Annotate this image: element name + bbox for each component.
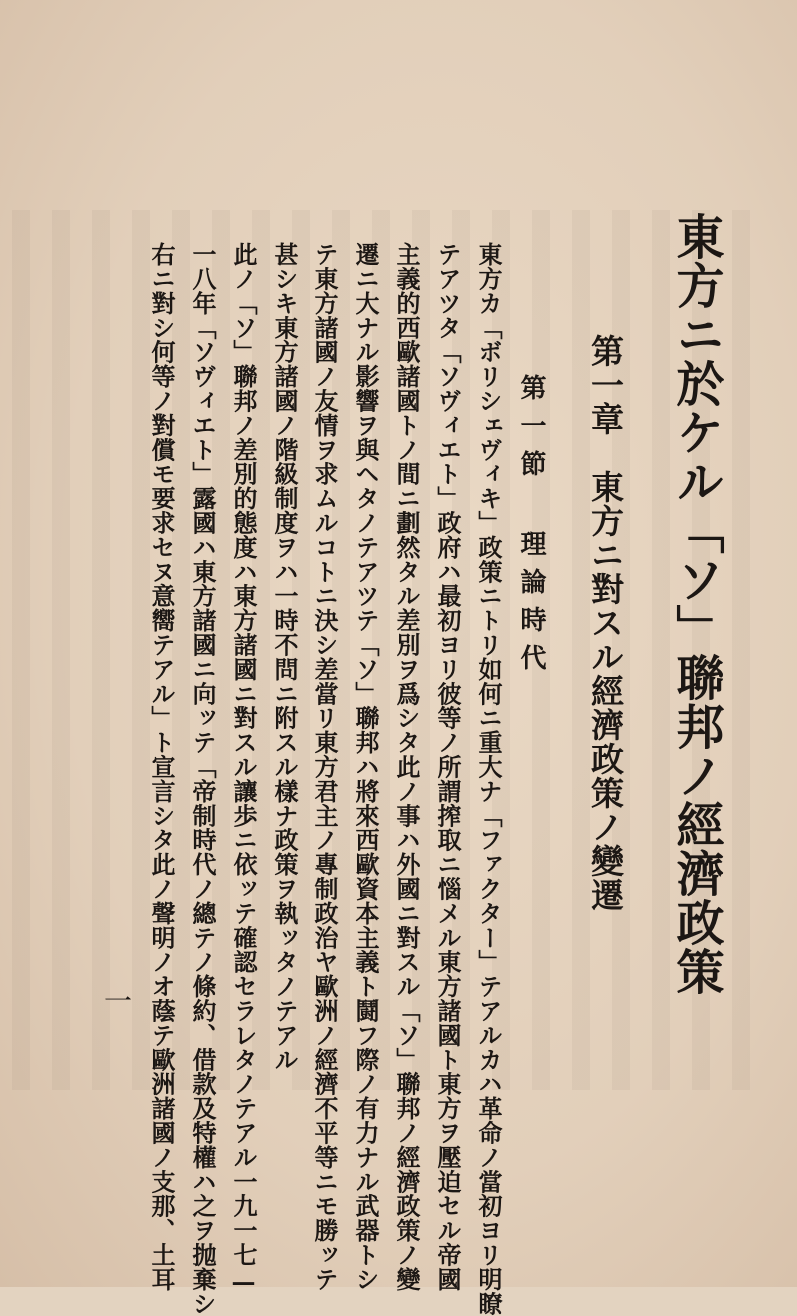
body-line-1: 東方カ「ボリシェヴィキ」政策ニトリ如何ニ重大ナ「ファクター」テアルカハ革命ノ當初ヨリ明瞭 <box>474 242 503 1316</box>
body-line-5: テ東方諸國ノ友情ヲ求ムルコトニ決シ差當リ東方君主ノ專制政治ヤ歐洲ノ經濟不平等ニモ勝ッテ <box>310 242 339 1292</box>
body-line-8: 一八年「ソヴィエト」露國ハ東方諸國ニ向ッテ「帝制時代ノ總テノ條約、借款及特權ハ之ヲ抛棄シ <box>188 242 217 1316</box>
page-title: 東方ニ於ケル「ソ」聯邦ノ經濟政策 <box>668 212 724 996</box>
section-heading: 第一節 理論時代 <box>516 374 546 682</box>
body-line-7: 此ノ「ソ」聯邦ノ差別的態度ハ東方諸國ニ對スル讓歩ニ依ッテ確認セラレタノテアル一九一七— <box>229 242 258 1297</box>
body-line-3: 主義的西歐諸國トノ間ニ劃然タル差別ヲ爲シタ此ノ事ハ外國ニ對スル「ソ」聯邦ノ經濟政策ノ變 <box>392 242 421 1292</box>
body-line-4: 遷ニ大ナル影響ヲ與ヘタノテアツテ「ソ」聯邦ハ將來西歐資本主義ト鬪フ際ノ有力ナル武器トシ <box>351 242 380 1292</box>
chapter-heading: 第一章 東方ニ對スル經濟政策ノ變遷 <box>586 334 625 912</box>
body-line-6: 甚シキ東方諸國ノ階級制度ヲハ一時不問ニ附スル樣ナ政策ヲ執ッタノテアル <box>270 242 299 1072</box>
body-line-2: テアツタ「ソヴィエト」政府ハ最初ヨリ彼等ノ所謂搾取ニ惱メル東方諸國ト東方ヲ壓迫セル帝國 <box>433 242 462 1292</box>
body-line-9: 右ニ對シ何等ノ對償モ要求セヌ意嚮テアル」ト宣言シタ此ノ聲明ノオ蔭テ歐洲諸國ノ支那、土耳 <box>147 242 176 1292</box>
page-number: 一 <box>100 986 133 1014</box>
